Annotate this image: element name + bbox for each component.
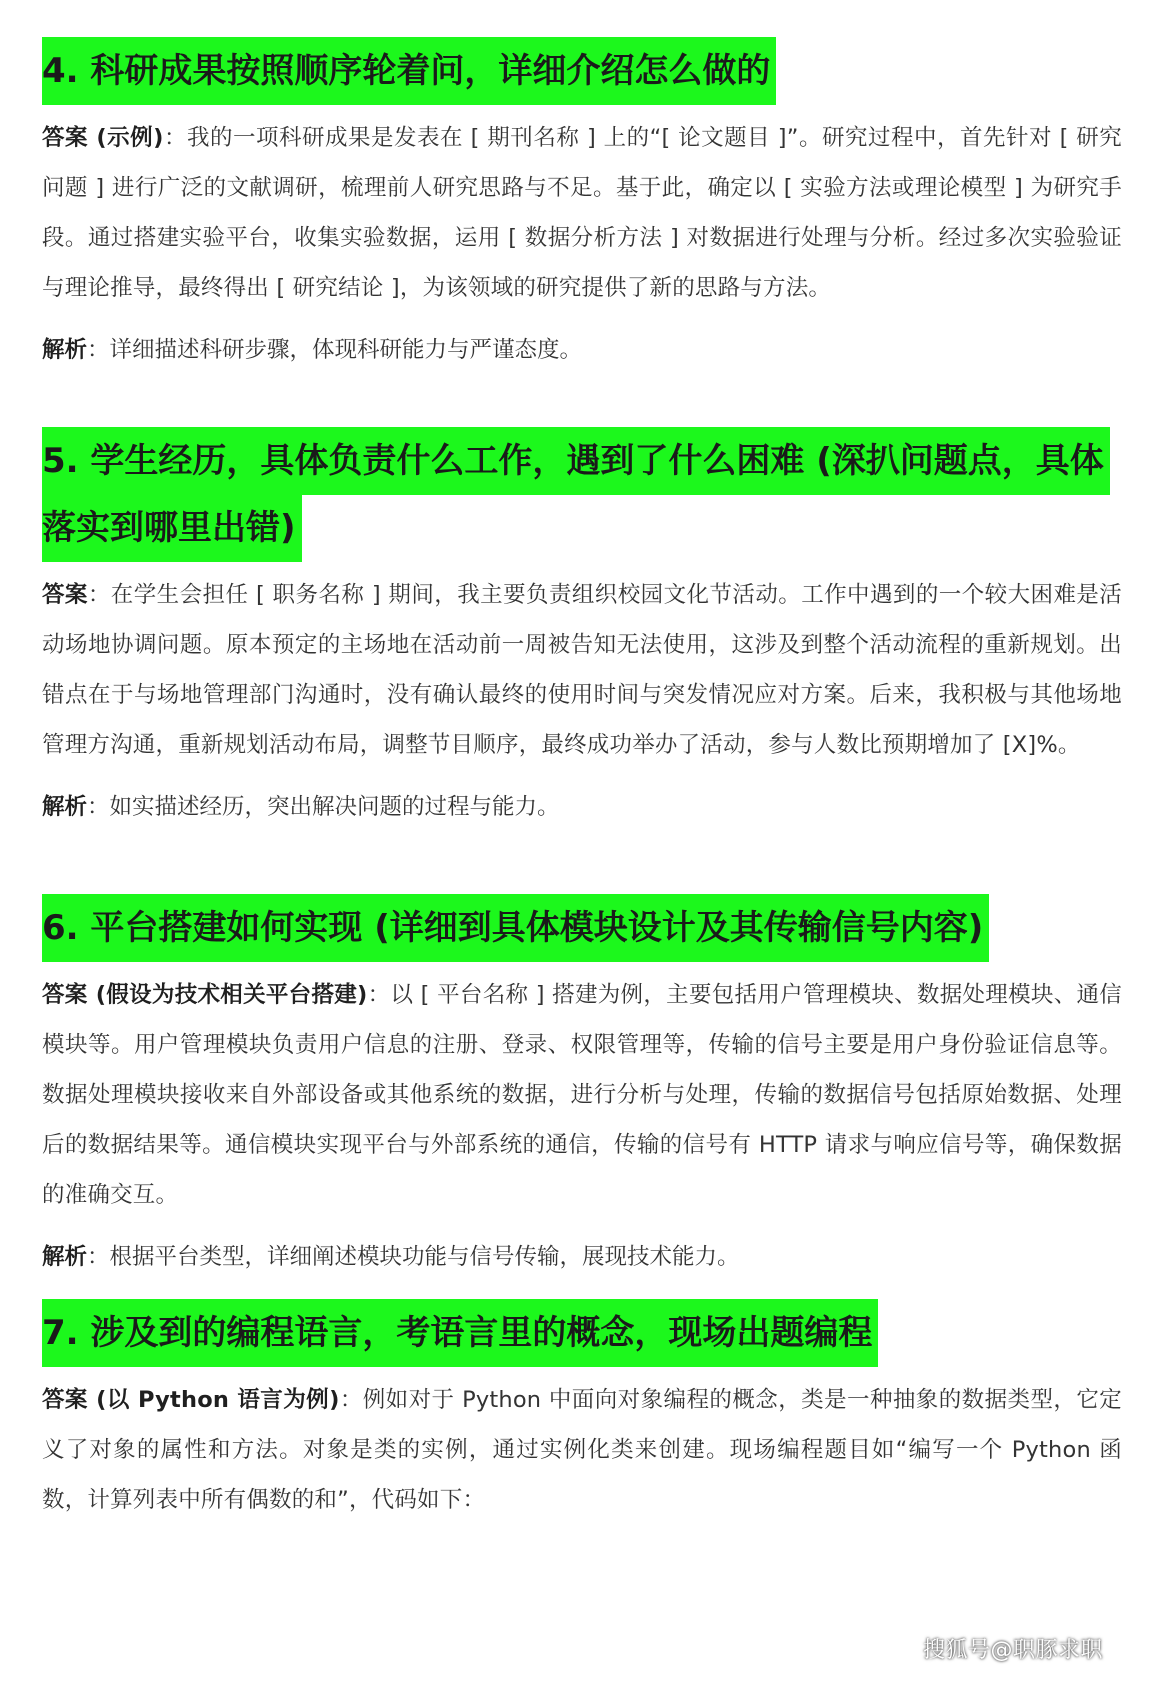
- question-section-7: [42, 1300, 1122, 1525]
- analysis-label: 解析: [42, 794, 88, 820]
- question-heading: 4. 科研成果按照顺序轮着问，详细介绍怎么做的: [42, 37, 776, 105]
- answer-text: ：以 [ 平台名称 ] 搭建为例，主要包括用户管理模块、数据处理模块、通信模块等。用户管理模块负责用户信息的注册、登录、权限管理等，传输的信号主要是用户身份验证信息等。数据处理模块接收来自外部设备或其他系统的数据，进行分析与处理，传输的数据信号包括原始数据、处理后的数据结果等。通信模块实现平台与外部系统的通信，传输的信号有 HTTP 请求与响应信号等，确保数据的准确交互。: [42, 982, 1122, 1208]
- question-section-4: [42, 38, 1122, 375]
- analysis-label: 解析: [42, 1244, 88, 1270]
- watermark-text: 搜狐号@职豚求职: [922, 1638, 1103, 1663]
- analysis-text: ：根据平台类型，详细阐述模块功能与信号传输，展现技术能力。: [87, 1244, 740, 1270]
- question-section-6: [42, 895, 1122, 1282]
- question-heading: 6. 平台搭建如何实现 (详细到具体模块设计及其传输信号内容): [42, 894, 989, 962]
- answer-paragraph: [42, 570, 1122, 770]
- answer-paragraph: [42, 113, 1122, 313]
- answer-label: 答案 (以 Python 语言为例): [42, 1387, 340, 1413]
- analysis-text: ：如实描述经历，突出解决问题的过程与能力。: [87, 794, 560, 820]
- answer-paragraph: [42, 1375, 1122, 1525]
- answer-text: ：在学生会担任 [ 职务名称 ] 期间，我主要负责组织校园文化节活动。工作中遇到的一个较大困难是活动场地协调问题。原本预定的主场地在活动前一周被告知无法使用，这涉及到整个活动流程的重新规划。出错点在于与场地管理部门沟通时，没有确认最终的使用时间与突发情况应对方案。后来，我积极与其他场地管理方沟通，重新规划活动布局，调整节目顺序，最终成功举办了活动，参与人数比预期增加了 [X]%。: [42, 582, 1123, 758]
- analysis-paragraph: [42, 782, 1122, 832]
- answer-label: 答案 (示例): [42, 125, 164, 151]
- answer-text: ：例如对于 Python 中面向对象编程的概念，类是一种抽象的数据类型，它定义了对象的属性和方法。对象是类的实例，通过实例化类来创建。现场编程题目如“编写一个 Python 函数，计算列表中所有偶数的和”，代码如下：: [42, 1387, 1122, 1513]
- answer-text: ：我的一项科研成果是发表在 [ 期刊名称 ] 上的“[ 论文题目 ]”。研究过程中，首先针对 [ 研究问题 ] 进行广泛的文献调研，梳理前人研究思路与不足。基于此，确定以 [ 实验方法或理论模型 ] 为研究手段。通过搭建实验平台，收集实验数据，运用 [ 数据分析方法 ] 对数据进行处理与分析。经过多次实验验证与理论推导，最终得出 [ 研究结论 ]，为该领域的研究提供了新的思路与方法。: [42, 125, 1122, 301]
- analysis-text: ：详细描述科研步骤，体现科研能力与严谨态度。: [87, 337, 583, 363]
- answer-label: 答案 (假设为技术相关平台搭建): [42, 982, 368, 1008]
- analysis-paragraph: [42, 325, 1122, 375]
- analysis-label: 解析: [42, 337, 88, 363]
- question-section-5: [42, 428, 1122, 832]
- answer-label: 答案: [42, 582, 88, 608]
- analysis-paragraph: [42, 1232, 1122, 1282]
- question-heading: 5. 学生经历，具体负责什么工作，遇到了什么困难 (深扒问题点，具体落实到哪里出错): [42, 427, 1110, 562]
- answer-paragraph: [42, 970, 1122, 1220]
- question-heading: 7. 涉及到的编程语言，考语言里的概念，现场出题编程: [42, 1299, 878, 1367]
